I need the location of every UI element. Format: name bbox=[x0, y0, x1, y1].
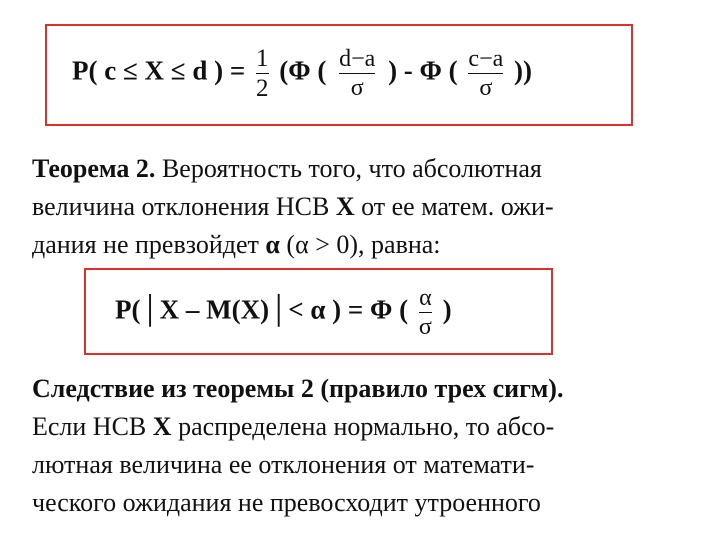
variable-x-corollary: X bbox=[152, 412, 172, 441]
corollary-title-text: Следствие из теоремы 2 (правило трех сигм). bbox=[32, 374, 564, 403]
variable-alpha: α bbox=[265, 230, 280, 259]
fraction-d-minus-a bbox=[339, 47, 375, 100]
theorem-2-label: Теорема 2. bbox=[32, 154, 156, 183]
formula1-lhs: P( c ≤ X ≤ d ) = bbox=[72, 55, 246, 86]
theorem-2-line-1-text: Вероятность того, что абсолютная bbox=[155, 154, 542, 183]
fraction-one-half-num: 1 bbox=[256, 45, 269, 72]
theorem-2-line-1 bbox=[32, 150, 542, 187]
formula-probability-interval bbox=[72, 46, 532, 101]
fraction-bar bbox=[468, 73, 503, 74]
fraction-bar bbox=[256, 73, 269, 74]
theorem-2-line-2 bbox=[32, 188, 554, 225]
corollary-line-3: лютная величина ее отклонения от математи- bbox=[32, 450, 535, 479]
theorem-2-line-3 bbox=[32, 226, 441, 263]
fraction-d-minus-a-den: σ bbox=[350, 75, 364, 101]
formula1-close: )) bbox=[514, 55, 532, 86]
fraction-alpha-over-sigma bbox=[419, 286, 432, 339]
theorem-2-line-3-text-a: дания не превзойдет bbox=[32, 230, 266, 259]
variable-x: X bbox=[335, 192, 355, 221]
fraction-sigma-den: σ bbox=[418, 314, 432, 340]
corollary-line-2 bbox=[32, 408, 554, 445]
corollary-line-2-text-a: Если НСВ bbox=[32, 412, 153, 441]
corollary-title bbox=[32, 370, 563, 407]
formula1-mid: ) - Φ ( bbox=[388, 55, 458, 86]
fraction-bar bbox=[339, 73, 375, 74]
formula1-open: (Φ ( bbox=[279, 55, 327, 86]
theorem-2-line-3-text-b: (α > 0), равна: bbox=[279, 230, 441, 259]
fraction-c-minus-a-den: σ bbox=[479, 75, 493, 101]
fraction-d-minus-a-num: d−a bbox=[339, 46, 376, 72]
fraction-one-half-den: 2 bbox=[256, 75, 269, 102]
formula2-lhs: P(│X – M(X)│< α ) = Φ ( bbox=[115, 294, 409, 325]
fraction-c-minus-a bbox=[468, 47, 503, 100]
corollary-line-4: ческого ожидания не превосходит утроенного bbox=[32, 488, 541, 517]
formula2-close: ) bbox=[442, 294, 452, 325]
theorem-2-line-2-text-a: величина отклонения НСВ bbox=[32, 192, 336, 221]
fraction-alpha-num: α bbox=[419, 285, 432, 311]
fraction-one-half bbox=[256, 46, 269, 101]
corollary-line-2-text-b: распределена нормально, то абсо- bbox=[171, 412, 555, 441]
fraction-bar bbox=[419, 312, 432, 313]
fraction-c-minus-a-num: c−a bbox=[468, 46, 504, 72]
theorem-2-line-2-text-b: от ее матем. ожи- bbox=[354, 192, 554, 221]
formula-deviation-probability bbox=[115, 286, 452, 339]
